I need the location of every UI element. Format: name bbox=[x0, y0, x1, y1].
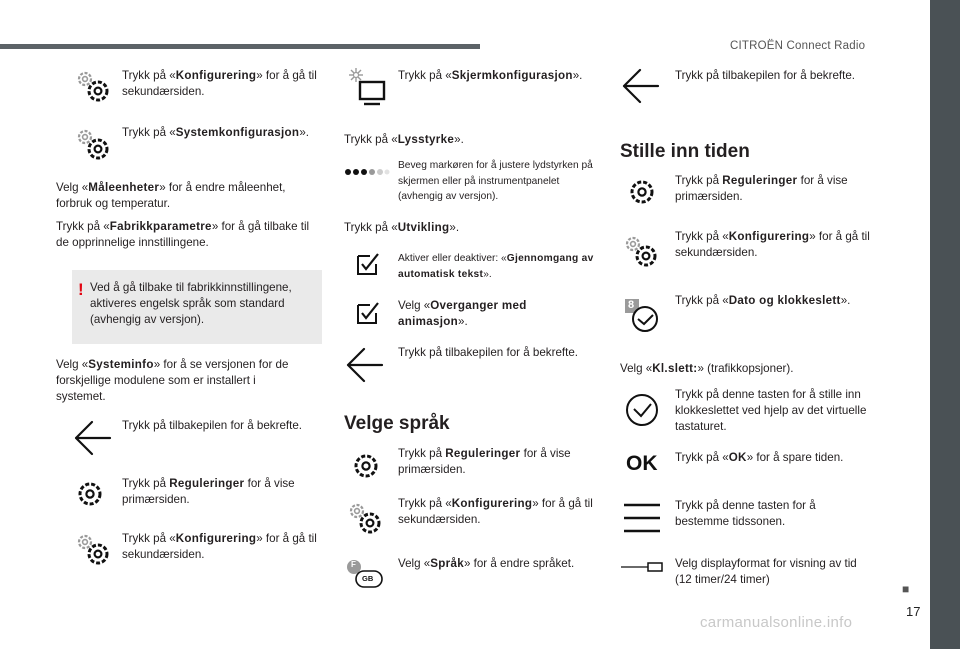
instruction-reguleringer: Trykk på Reguleringer for å vise primærsiden. bbox=[675, 174, 848, 203]
instruction-ok: Trykk på «OK» for å spare tiden. bbox=[675, 451, 844, 464]
clock-icon bbox=[624, 298, 664, 334]
instruction-reguleringer: Trykk på Reguleringer for å vise primærsiden. bbox=[398, 447, 571, 476]
instruction-konfigurering: Trykk på «Konfigurering» for å gå til sekundærsiden. bbox=[675, 230, 870, 259]
instruction-konfigurering: Trykk på «Konfigurering» for å gå til sekundærsiden. bbox=[122, 69, 317, 98]
section-heading-stille-inn-tiden: Stille inn tiden bbox=[620, 141, 750, 162]
gear-icon bbox=[346, 499, 386, 539]
instruction-dato-klokkeslett: Trykk på «Dato og klokkeslett». bbox=[675, 294, 851, 307]
watermark: carmanualsonline.info bbox=[700, 614, 853, 631]
instruction-systemkonfigurasjon: Trykk på «Systemkonfigurasjon». bbox=[122, 126, 309, 139]
paragraph-maaleenheter: Velg «Måleenheter» for å endre måleenhet, forbruk og temperatur. bbox=[56, 181, 286, 210]
gear-icon bbox=[626, 176, 658, 208]
language-icon bbox=[344, 556, 388, 592]
gear-icon bbox=[350, 450, 382, 482]
paragraph-lysstyrke: Trykk på «Lysstyrke». bbox=[344, 133, 464, 146]
clock-icon bbox=[624, 392, 660, 428]
gear-icon bbox=[74, 125, 114, 165]
instruction-spraak: Velg «Språk» for å endre språket. bbox=[398, 557, 575, 570]
instruction-konfigurering: Trykk på «Konfigurering» for å gå til sekundærsiden. bbox=[122, 532, 317, 561]
paragraph-klslett: Velg «Kl.slett:» (trafikkopsjoner). bbox=[620, 362, 794, 375]
gear-icon bbox=[74, 67, 114, 107]
toggle-switch-icon bbox=[620, 561, 664, 573]
gear-icon bbox=[74, 478, 106, 510]
warning-note bbox=[72, 270, 322, 344]
instruction-virtuelt-tastatur: Trykk på denne tasten for å stille inn klokkeslettet ved hjelp av det virtuelle tastaturet. bbox=[675, 388, 867, 433]
header-rule bbox=[0, 44, 480, 49]
back-arrow-icon bbox=[72, 420, 114, 456]
screen-brightness-icon bbox=[344, 64, 388, 108]
paragraph-fabrikkparametre: Trykk på «Fabrikkparametre» for å gå tilbake til de opprinnelige innstillingene. bbox=[56, 220, 310, 249]
gear-icon bbox=[74, 530, 114, 570]
paragraph-systeminfo: Velg «Systeminfo» for å se versjonen for de forskjellige modulene som er installert i systemet. bbox=[56, 358, 289, 403]
instruction-gjennomgang: Aktiver eller deaktiver: «Gjennomgang av automatisk tekst». bbox=[398, 253, 594, 280]
instruction-tidssone: Trykk på denne tasten for å bestemme tidssonen. bbox=[675, 499, 816, 528]
language-icon-f: F bbox=[351, 560, 356, 569]
ok-icon: OK bbox=[626, 452, 658, 475]
checkbox-checked-icon bbox=[356, 252, 380, 276]
brand-label: CITROËN Connect Radio bbox=[730, 40, 866, 52]
instruction-displayformat: Velg displayformat for visning av tid (12 timer/24 timer) bbox=[675, 557, 857, 586]
gear-icon bbox=[622, 232, 662, 272]
instruction-skjermkonfigurasjon: Trykk på «Skjermkonfigurasjon». bbox=[398, 69, 583, 82]
instruction-overganger: Velg «Overganger med animasjon». bbox=[398, 299, 527, 328]
instruction-brightness-slider: Beveg markøren for å justere lydstyrken på skjermen eller på instrumentpanelet (avhengig av versjon). bbox=[398, 160, 593, 202]
checkbox-checked-icon bbox=[356, 301, 380, 325]
instruction-back: Trykk på tilbakepilen for å bekrefte. bbox=[675, 69, 856, 82]
back-arrow-icon bbox=[344, 347, 386, 383]
instruction-reguleringer: Trykk på Reguleringer for å vise primærsiden. bbox=[122, 477, 295, 506]
clock-badge: 8 bbox=[628, 299, 635, 311]
brightness-slider-icon bbox=[344, 166, 390, 178]
instruction-back: Trykk på tilbakepilen for å bekrefte. bbox=[122, 419, 303, 432]
paragraph-utvikling: Trykk på «Utvikling». bbox=[344, 221, 460, 234]
continue-marker: ■ bbox=[902, 582, 910, 596]
instruction-back: Trykk på tilbakepilen for å bekrefte. bbox=[398, 346, 579, 359]
menu-list-icon bbox=[622, 501, 662, 535]
warning-icon: ! bbox=[78, 280, 84, 299]
instruction-konfigurering: Trykk på «Konfigurering» for å gå til sekundærsiden. bbox=[398, 497, 593, 526]
warning-text: Ved å gå tilbake til fabrikkinnstillingene, aktiveres engelsk språk som standard (avhengig av versjon). bbox=[90, 281, 292, 326]
back-arrow-icon bbox=[620, 68, 662, 104]
page-number: 17 bbox=[906, 604, 921, 619]
section-heading-velge-spraak: Velge språk bbox=[344, 413, 450, 434]
page-side-band bbox=[930, 0, 960, 649]
language-icon-gb: GB bbox=[362, 574, 374, 583]
